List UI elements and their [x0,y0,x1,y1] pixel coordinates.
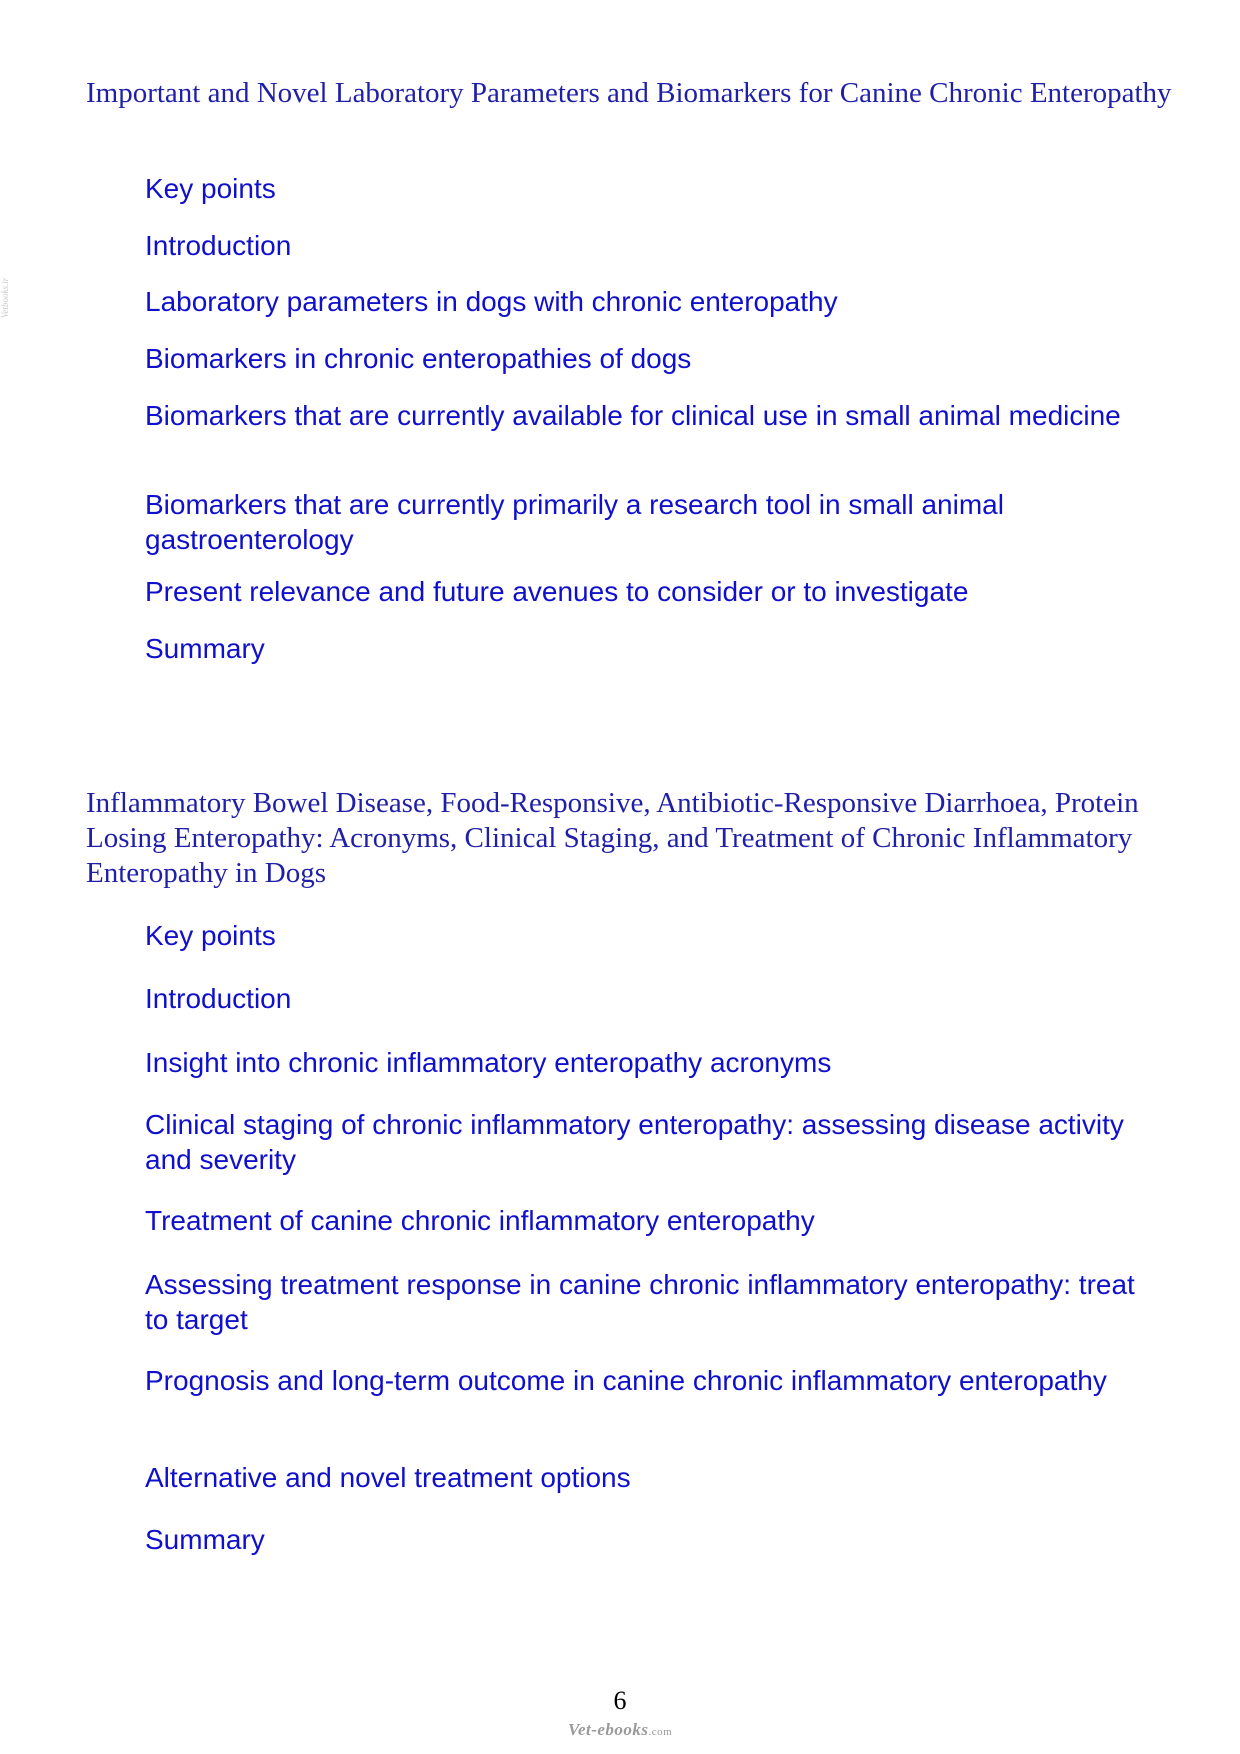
toc-item-alternative-treatment[interactable]: Alternative and novel treatment options [145,1462,631,1493]
logo-main-text: Vet-ebooks [568,1720,649,1739]
toc-item-biomarkers-research-tool[interactable]: Biomarkers that are currently primarily a research tool in small animal gastroenterology [145,489,1004,555]
page-number: 6 [613,1686,627,1715]
toc-item-key-points[interactable]: Key points [145,173,276,204]
toc-item-summary[interactable]: Summary [145,633,265,664]
section-1-title: Important and Novel Laboratory Parameters and Biomarkers for Canine Chronic Enteropathy [86,77,1172,109]
toc-item-key-points[interactable]: Key points [145,920,276,951]
toc-item-laboratory-parameters[interactable]: Laboratory parameters in dogs with chronic enteropathy [145,286,838,317]
toc-item-treatment-response[interactable]: Assessing treatment response in canine chronic inflammatory enteropathy: treat to target [145,1269,1135,1335]
toc-item-clinical-staging[interactable]: Clinical staging of chronic inflammatory enteropathy: assessing disease activity and severity [145,1109,1124,1175]
side-watermark: Vetbooks.ir [0,277,10,318]
toc-item-biomarkers-clinical-use[interactable]: Biomarkers that are currently available for clinical use in small animal medicine [145,400,1121,431]
toc-item-summary[interactable]: Summary [145,1524,265,1555]
toc-item-prognosis[interactable]: Prognosis and long-term outcome in canine chronic inflammatory enteropathy [145,1365,1107,1396]
toc-item-acronyms[interactable]: Insight into chronic inflammatory enteropathy acronyms [145,1047,832,1078]
toc-item-introduction[interactable]: Introduction [145,230,292,261]
logo-suffix-text: .com [648,1726,673,1738]
toc-item-treatment[interactable]: Treatment of canine chronic inflammatory enteropathy [145,1205,815,1236]
toc-item-present-relevance[interactable]: Present relevance and future avenues to consider or to investigate [145,576,969,607]
toc-item-biomarkers-chronic-enteropathies[interactable]: Biomarkers in chronic enteropathies of dogs [145,343,692,374]
toc-item-introduction[interactable]: Introduction [145,983,292,1014]
vet-ebooks-logo [568,1720,672,1740]
section-2-title: Inflammatory Bowel Disease, Food-Responsive, Antibiotic-Responsive Diarrhoea, Protein Losing Enteropathy: Acronyms, Clinical Staging, and Treatment of Chronic Inflammatory Enteropathy in Dogs [86,787,1139,889]
